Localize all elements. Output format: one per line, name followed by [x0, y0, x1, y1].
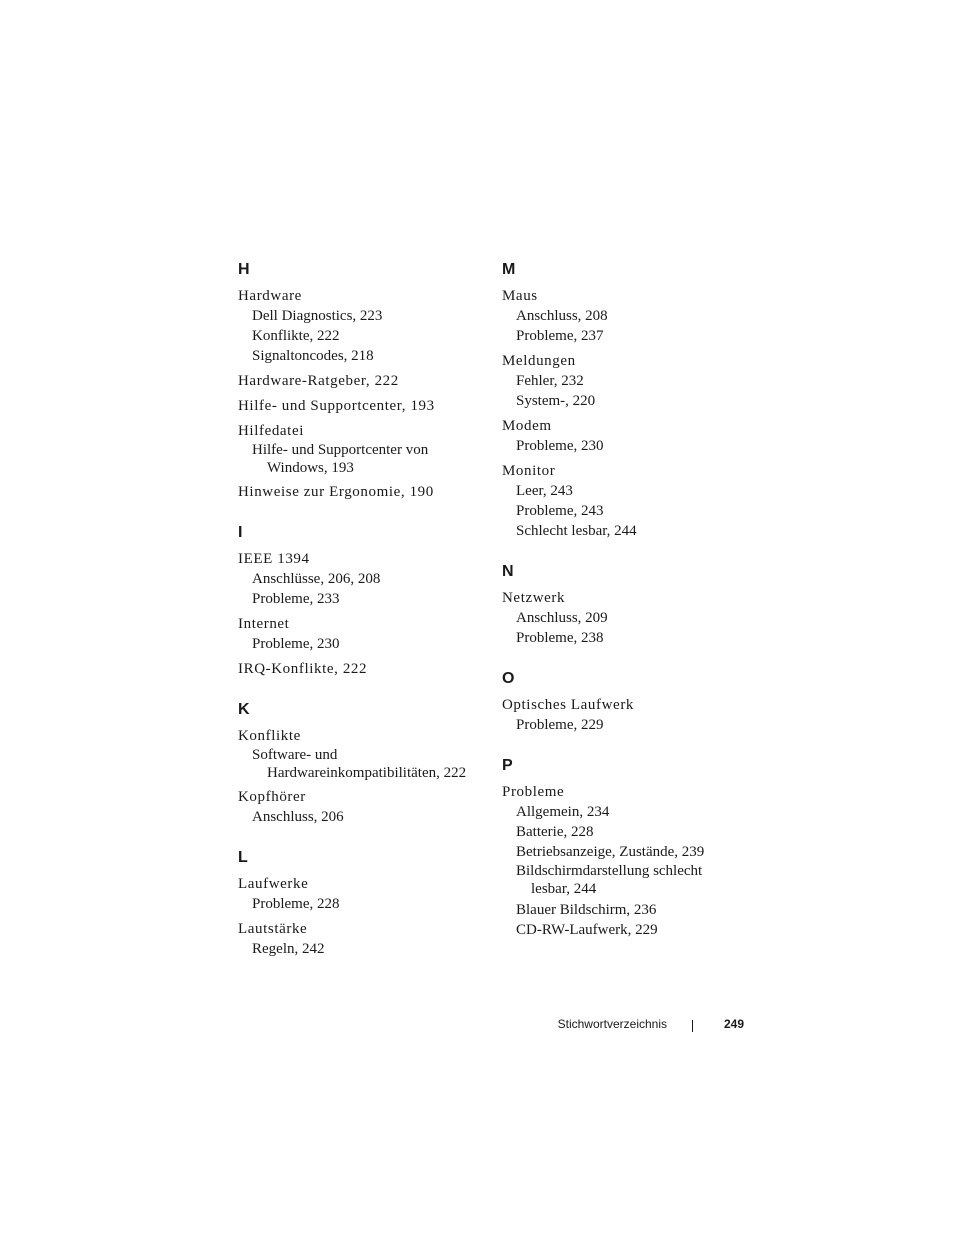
index-subentry: Probleme, 230: [516, 438, 604, 454]
index-subentry: Anschluss, 209: [516, 610, 608, 626]
index-subentry: Probleme, 243: [516, 503, 604, 519]
index-section: [502, 754, 742, 940]
index-term: Netzwerk: [502, 590, 566, 606]
index-subentry: Anschlüsse, 206, 208: [252, 571, 381, 587]
index-subentry: Probleme, 229: [516, 717, 604, 733]
index-entry: [238, 659, 478, 679]
index-term: Hardware-Ratgeber, 222: [238, 373, 399, 389]
index-entry: [502, 351, 742, 411]
page-footer: [0, 1015, 954, 1035]
index-entry: [238, 421, 478, 477]
section-letter: H: [238, 261, 250, 278]
index-section: [238, 258, 478, 502]
index-subentry: Fehler, 232: [516, 373, 584, 389]
index-entry: [238, 396, 478, 416]
index-entry: [238, 614, 478, 654]
index-section: [502, 667, 742, 735]
index-entry: [238, 787, 478, 827]
index-entry: [238, 482, 478, 502]
index-subentry: Regeln, 242: [252, 941, 325, 957]
index-entry: [238, 726, 478, 782]
footer-separator: [692, 1020, 693, 1032]
index-term: Optisches Laufwerk: [502, 697, 635, 713]
section-letter: K: [238, 701, 250, 718]
index-entry: [502, 588, 742, 648]
index-subentry: Betriebsanzeige, Zustände, 239: [516, 844, 705, 860]
index-term: Maus: [502, 288, 538, 304]
index-subentry: Schlecht lesbar, 244: [516, 523, 637, 539]
index-term: IEEE 1394: [238, 551, 310, 567]
index-term: Kopfhörer: [238, 789, 306, 805]
index-entry: [238, 919, 478, 959]
index-subentry: Batterie, 228: [516, 824, 594, 840]
index-subentry: Bildschirmdarstellung schlecht lesbar, 244: [516, 863, 703, 897]
section-letter: M: [502, 261, 516, 278]
index-term: Hilfedatei: [238, 423, 304, 439]
index-subentry: Probleme, 233: [252, 591, 340, 607]
index-subentry: Hilfe- und Supportcenter von Windows, 193: [252, 442, 429, 476]
index-term: Probleme: [502, 784, 565, 800]
index-subentry: Probleme, 228: [252, 896, 340, 912]
index-subentry: Konflikte, 222: [252, 328, 340, 344]
index-term: IRQ-Konflikte, 222: [238, 661, 368, 677]
section-letter: P: [502, 757, 513, 774]
index-section: [502, 560, 742, 648]
index-term: Hinweise zur Ergonomie, 190: [238, 484, 434, 500]
index-entry: [502, 782, 742, 940]
index-entry: [502, 286, 742, 346]
index-term: Meldungen: [502, 353, 576, 369]
index-entry: [238, 549, 478, 609]
index-subentry: Probleme, 238: [516, 630, 604, 646]
index-entry: [238, 286, 478, 366]
index-subentry: Software- und Hardwareinkompatibilitäten, 222: [252, 747, 467, 781]
section-letter: L: [238, 849, 248, 866]
index-term: Hardware: [238, 288, 302, 304]
index-subentry: Anschluss, 206: [252, 809, 344, 825]
index-subentry: Dell Diagnostics, 223: [252, 308, 383, 324]
index-section: [238, 846, 478, 959]
index-entry: [238, 371, 478, 391]
index-term: Hilfe- und Supportcenter, 193: [238, 398, 435, 414]
index-column-right: [502, 258, 742, 959]
index-entry: [502, 416, 742, 456]
section-letter: N: [502, 563, 514, 580]
section-letter: O: [502, 670, 515, 687]
index-subentry: Leer, 243: [516, 483, 573, 499]
index-term: Lautstärke: [238, 921, 308, 937]
index-section: [238, 521, 478, 679]
index-term: Monitor: [502, 463, 556, 479]
index-subentry: Allgemein, 234: [516, 804, 610, 820]
index-subentry: Blauer Bildschirm, 236: [516, 902, 657, 918]
index-subentry: Probleme, 237: [516, 328, 604, 344]
index-entry: [238, 874, 478, 914]
index-subentry: CD-RW-Laufwerk, 229: [516, 922, 658, 938]
index-entry: [502, 461, 742, 541]
index-subentry: Anschluss, 208: [516, 308, 608, 324]
index-term: Laufwerke: [238, 876, 309, 892]
index-subentry: Probleme, 230: [252, 636, 340, 652]
section-letter: I: [238, 524, 243, 541]
index-entry: [502, 695, 742, 735]
footer-section-title: Stichwortverzeichnis: [557, 1017, 667, 1031]
index-column-left: [238, 258, 478, 978]
index-subentry: System-, 220: [516, 393, 596, 409]
index-section: [238, 698, 478, 827]
index-term: Konflikte: [238, 728, 301, 744]
index-term: Modem: [502, 418, 552, 434]
index-subentry: Signaltoncodes, 218: [252, 348, 374, 364]
page-number: 249: [724, 1017, 745, 1031]
index-term: Internet: [238, 616, 290, 632]
index-section: [502, 258, 742, 541]
